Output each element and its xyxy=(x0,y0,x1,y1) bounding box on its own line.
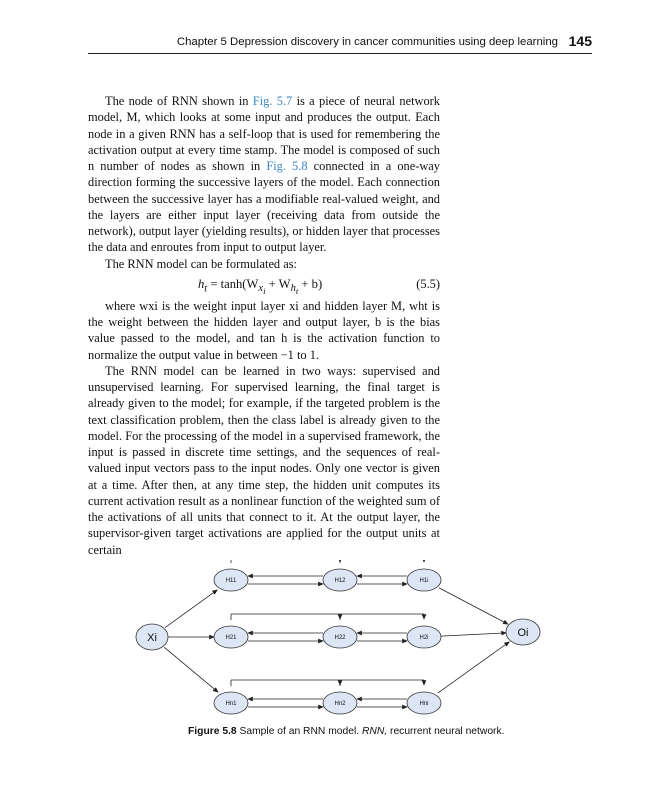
rnn-diagram xyxy=(128,560,548,720)
paragraph-4: The RNN model can be learned in two ways: supervised and unsupervised learning. For supervised learning, the final target is already given to the model; for example, if the targeted problem is the text classification problem, then the class label is already given to the model. For the processing of the model in a supervised framework, the input is passed in discrete time settings, and the sequences of real-valued input vectors pass to the input nodes. Only one vector is given at a time. After then, at any time step, the hidden unit computes its current activation result as a nonlinear function of the weighted sum of the activations of all units that connect to it. At the output layer, the supervisor-given target activations are applied for the output units at certain xyxy=(88,363,440,557)
paragraph-3: where wxi is the weight input layer xi and hidden layer M, wht is the weight between the hidden layer and output layer, b is the bias value passed to the model, and tan h is the activation function to normalize the output value in between −1 to 1. xyxy=(88,298,440,362)
node-h21-label: H21 xyxy=(225,635,237,642)
header-rule xyxy=(88,53,592,54)
paragraph-2: The RNN model can be formulated as: xyxy=(105,256,297,271)
node-hn2-label: Hn2 xyxy=(334,701,346,708)
caption-italic: RNN, xyxy=(361,726,388,737)
p1-text-b: is a piece of neural network model, M, which looks at some input and produces the output. Each node in a given RNN has a self-loop that is used for remembering the activation output at every time stamp. The model is composed of such n number of nodes as shown in xyxy=(88,94,440,173)
node-hn1-label: Hn1 xyxy=(225,701,237,708)
body-text xyxy=(88,93,440,558)
node-input-label: Xi xyxy=(147,631,157,644)
equation-body xyxy=(198,276,322,300)
edge-row3-to-output xyxy=(438,642,509,693)
page-header xyxy=(0,30,648,54)
edge-input-to-row1 xyxy=(165,590,217,628)
running-head: Chapter 5 Depression discovery in cancer communities using deep learning xyxy=(176,36,558,48)
node-output-label: Oi xyxy=(517,626,529,639)
caption-label: Figure 5.8 xyxy=(188,726,237,737)
p1-text-c: connected in a one-way direction forming the successive layers of the model. Each connection between the successive layer has a modifiable real-valued weight, and the layers are either input layer (receiving data from outside the network), output layer (yielding results), or hidden layer that processes the data and enroutes from input to output layer. xyxy=(88,159,440,255)
page-number: 145 xyxy=(568,33,592,49)
fig-5-8-link[interactable]: Fig. 5.8 xyxy=(266,159,308,173)
eq-sub-h: h xyxy=(290,283,296,295)
edge-row1-to-output xyxy=(439,588,508,624)
eq-sub-x: x xyxy=(258,283,264,295)
p1-text-a: The node of RNN shown in xyxy=(105,94,253,108)
eq-t: t xyxy=(204,283,208,295)
node-h2i-label: H2i xyxy=(419,635,429,642)
eq-end: + b) xyxy=(298,276,323,291)
rnn-figure xyxy=(128,560,548,720)
equation-number: (5.5) xyxy=(416,276,440,291)
caption-tail: recurrent neural network. xyxy=(387,726,505,737)
eq-sub-t: t xyxy=(295,286,299,297)
caption-text: Sample of an RNN model. xyxy=(236,726,362,737)
fig-5-7-link[interactable]: Fig. 5.7 xyxy=(252,94,293,108)
edge-input-to-row3 xyxy=(164,647,218,692)
eq-plus-w: + W xyxy=(265,276,291,291)
node-h11-label: H11 xyxy=(225,578,237,585)
node-h22-label: H22 xyxy=(334,635,346,642)
node-h1i-label: H1i xyxy=(419,578,429,585)
eq-sub-i: i xyxy=(263,286,266,297)
equation-5-5 xyxy=(88,275,440,297)
eq-h: h xyxy=(198,276,205,291)
figure-caption xyxy=(188,726,504,737)
eq-tanh: = tanh(W xyxy=(207,276,259,291)
edge-row2-to-output xyxy=(441,633,506,636)
node-h12-label: H12 xyxy=(334,578,346,585)
node-hni-label: Hni xyxy=(419,701,429,708)
paragraph-1 xyxy=(88,93,440,256)
